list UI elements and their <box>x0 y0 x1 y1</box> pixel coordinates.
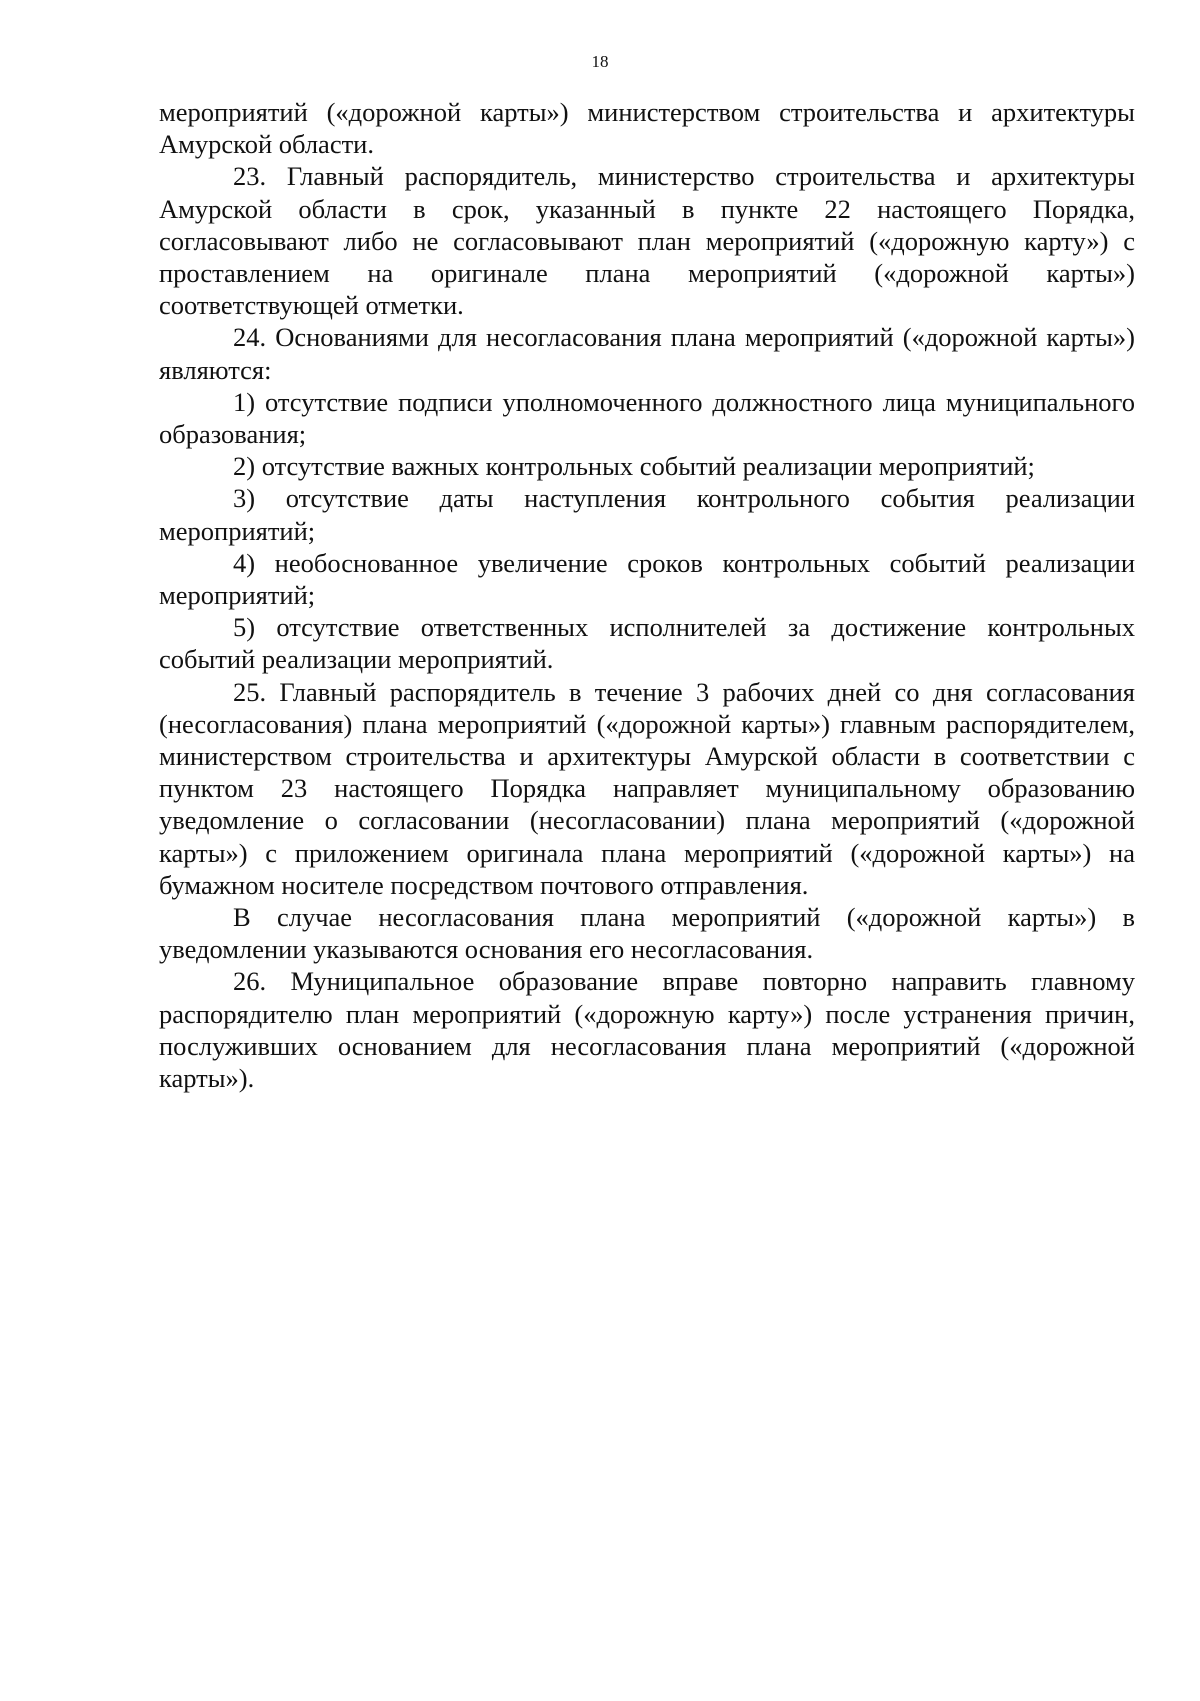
list-item-5: 5) отсутствие ответственных исполнителей за достижение контрольных событий реализации мероприятий. <box>159 612 1135 675</box>
paragraph-item-25: 25. Главный распорядитель в течение 3 рабочих дней со дня согласования (несогласования) плана мероприятий («дорожной карты») главным распорядителем, министерством строительства и архитектуры Амурской области в соответствии с пунктом 23 настоящего Порядка направляет муниципальному образованию уведомление о согласовании (несогласовании) плана мероприятий («дорожной карты») с приложением оригинала плана мероприятий («дорожной карты») на бумажном носителе посредством почтового отправления. <box>159 676 1135 900</box>
document-body <box>159 96 1135 1094</box>
paragraph-item-25-note: В случае несогласования плана мероприятий («дорожной карты») в уведомлении указываются основания его несогласования. <box>159 902 1135 965</box>
list-item-2: 2) отсутствие важных контрольных событий реализации мероприятий; <box>233 451 1035 482</box>
page-number: 18 <box>591 52 609 71</box>
paragraph-item-26: 26. Муниципальное образование вправе повторно направить главному распорядителю план мероприятий («дорожную карту») после устранения причин, послуживших основанием для несогласования плана мероприятий («дорожной карты»). <box>159 966 1135 1094</box>
paragraph-item-24: 24. Основаниями для несогласования плана мероприятий («дорожной карты») являются: <box>159 322 1135 385</box>
list-item-4: 4) необоснованное увеличение сроков контрольных событий реализации мероприятий; <box>159 547 1135 611</box>
list-item-1: 1) отсутствие подписи уполномоченного должностного лица муниципального образования; <box>159 386 1135 450</box>
paragraph-item-23: 23. Главный распорядитель, министерство строительства и архитектуры Амурской области в срок, указанный в пункте 22 настоящего Порядка, согласовывают либо не согласовывают план мероприятий («дорожную карту») с проставлением на оригинале плана мероприятий («дорожной карты») соответствующей отметки. <box>159 161 1135 321</box>
list-item-3: 3) отсутствие даты наступления контрольного события реализации мероприятий; <box>159 483 1135 546</box>
paragraph-continuation: мероприятий («дорожной карты») министерством строительства и архитектуры Амурской области. <box>159 97 1135 160</box>
